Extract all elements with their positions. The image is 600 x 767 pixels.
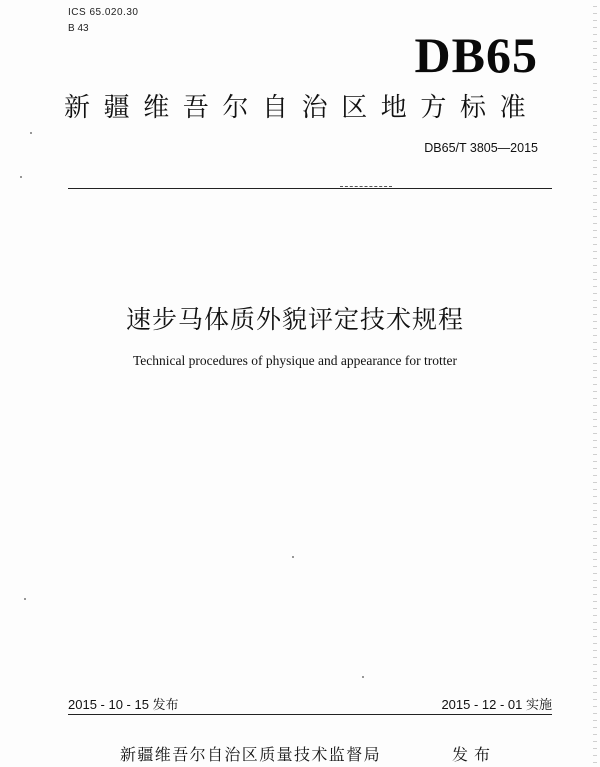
issue-date: 2015 - 10 - 15 发布 (68, 697, 179, 712)
document-title-chinese: 速步马体质外貌评定技术规程 (125, 305, 464, 334)
scan-speck (30, 132, 32, 134)
db-mark: DB65 (414, 27, 538, 83)
standard-number: DB65/T 3805—2015 (424, 141, 538, 155)
publish-label: 发布 (452, 745, 497, 764)
ccs-code: B 43 (68, 23, 89, 34)
scan-speck (20, 176, 22, 178)
scan-speck (24, 598, 26, 600)
implementation-date: 2015 - 12 - 01 实施 (441, 697, 552, 712)
standard-type-title: 新疆维吾尔自治区地方标准 (64, 93, 540, 123)
ics-code: ICS 65.020.30 (68, 7, 139, 18)
scan-speck (362, 676, 364, 678)
publisher-name: 新疆维吾尔自治区质量技术监督局 (120, 745, 382, 764)
document-title-english: Technical procedures of physique and appearance for trotter (132, 353, 458, 368)
header-divider (68, 188, 552, 189)
footer-divider (68, 714, 552, 715)
scan-edge-artifact (593, 0, 597, 767)
header-divider-mark (340, 186, 392, 187)
scan-speck (292, 556, 294, 558)
